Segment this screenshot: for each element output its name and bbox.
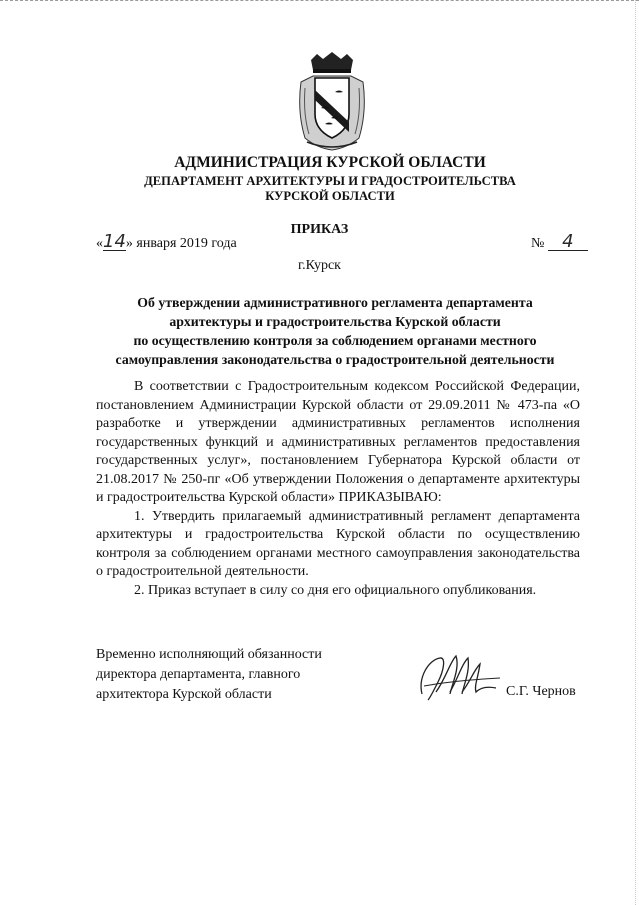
- order-item-1: 1. Утвердить прилагаемый административный регламент департамента архитектуры и градостроительства Курской области по осуществлению контроля за соблюдением органами местного самоуправления законодательства о градостроительной деятельности.: [96, 508, 580, 579]
- position-line: Временно исполняющий обязанности: [96, 647, 322, 662]
- number-value-handwritten: 4: [548, 234, 588, 251]
- order-title: [90, 293, 580, 369]
- title-line: самоуправления законодательства о градостроительной деятельности: [115, 352, 555, 367]
- preamble-paragraph: В соответствии с Градостроительным кодексом Российской Федерации, постановлением Администрации Курской области от 29.09.2011 № 473-па «О разработке и утверждении административных регламентов исполнения государственных функций и административных регламентов предоставления государственных услуг», постановлением Губернатора Курской области от 21.08.2017 № 250-пг «Об утверждении Положения о департаменте архитектуры и градостроительства Курской области» ПРИКАЗЫВАЮ:: [96, 379, 580, 505]
- order-date: [96, 231, 237, 252]
- city: г.Курск: [298, 258, 341, 273]
- scan-side-edge: [634, 0, 636, 905]
- title-line: Об утверждении административного регламента департамента: [137, 295, 533, 310]
- title-line: по осуществлению контроля за соблюдением органами местного: [133, 333, 537, 348]
- order-number: [531, 231, 588, 252]
- title-line: архитектуры и градостроительства Курской области: [169, 314, 501, 329]
- date-month-year: » января 2019 года: [125, 236, 237, 251]
- signatory-name: С.Г. Чернов: [506, 684, 576, 699]
- scan-top-edge: [0, 0, 639, 3]
- order-item-2: 2. Приказ вступает в силу со дня его официального опубликования.: [134, 582, 537, 598]
- signatory-position: [96, 645, 322, 705]
- position-line: архитектора Курской области: [96, 687, 272, 702]
- org-name-line3: КУРСКОЙ ОБЛАСТИ: [265, 189, 395, 203]
- document-type: ПРИКАЗ: [290, 222, 349, 237]
- date-day-handwritten: 14: [103, 231, 126, 252]
- handwritten-signature-icon: [416, 648, 502, 704]
- date-open-quote: «: [96, 236, 103, 251]
- org-name-line1: АДМИНИСТРАЦИЯ КУРСКОЙ ОБЛАСТИ: [174, 154, 486, 171]
- order-body: [96, 378, 580, 600]
- position-line: директора департамента, главного: [96, 667, 301, 682]
- org-name-line2: ДЕПАРТАМЕНТ АРХИТЕКТУРЫ И ГРАДОСТРОИТЕЛЬСТВА: [144, 174, 516, 188]
- number-label: №: [531, 236, 545, 251]
- kursk-coat-of-arms-icon: [291, 52, 373, 152]
